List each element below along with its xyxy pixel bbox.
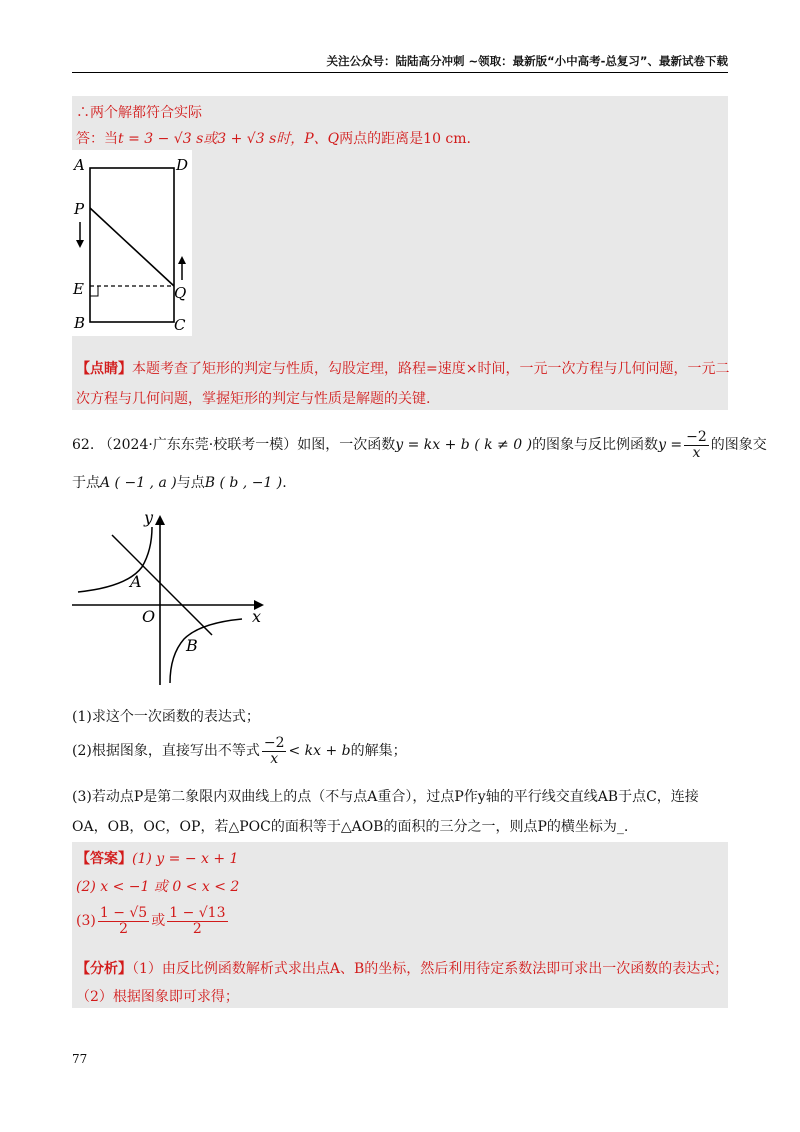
a3-den-1: 2 bbox=[119, 920, 128, 937]
answer-tag: 【答案】 bbox=[76, 851, 132, 867]
answer-1: (1) y = − x + 1 bbox=[132, 851, 239, 867]
y-axis-arrow bbox=[155, 515, 165, 525]
point-a: A ( −1 , a ) bbox=[100, 475, 177, 491]
a3-den-2: 2 bbox=[192, 920, 202, 937]
graph-label-o: O bbox=[142, 607, 156, 626]
analysis-tag: 【分析】 bbox=[76, 961, 132, 977]
answer-line-1 bbox=[76, 848, 238, 868]
reciprocal-fraction bbox=[684, 430, 709, 460]
label-q: Q bbox=[174, 284, 187, 302]
answer-expr: t = 3 − √3 s或3 + √3 s时， bbox=[118, 131, 305, 147]
q2-inequality: < kx + b bbox=[288, 743, 351, 760]
graph-label-y: y bbox=[144, 508, 154, 527]
graph-label-a: A bbox=[130, 572, 142, 591]
function-graph bbox=[72, 505, 272, 690]
analysis-line-2: （2）根据图象即可求得； bbox=[76, 989, 239, 1005]
graph-label-b: B bbox=[186, 636, 198, 655]
q2-fraction bbox=[262, 736, 287, 766]
label-c: C bbox=[174, 316, 186, 334]
prev-answer bbox=[76, 128, 471, 148]
frac-den: x bbox=[692, 444, 701, 461]
a3-num-2: 1 − √13 bbox=[169, 905, 226, 921]
problem-text-1c: 的图象交 bbox=[710, 437, 767, 454]
comment-text-1: 本题考查了矩形的判定与性质，勾股定理，路程=速度×时间，一元一次方程与几何问题，一元二 bbox=[132, 361, 730, 377]
question-1: (1)求这个一次函数的表达式； bbox=[72, 709, 260, 725]
question-3-line-2: OA，OB，OC，OP，若△POC的面积等于△AOB的面积的三分之一，则点P的横坐标为_. bbox=[72, 819, 629, 835]
answer-3-frac-2 bbox=[167, 906, 227, 936]
prev-conclusion: ∴两个解都符合实际 bbox=[76, 105, 202, 121]
label-p: P bbox=[74, 200, 85, 218]
problem-text-2a: 于点 bbox=[72, 475, 100, 491]
analysis-line-1 bbox=[76, 958, 728, 978]
problem-text-2c: . bbox=[282, 475, 287, 491]
question-3-line-1: (3)若动点P是第二象限内双曲线上的点（不与点A重合），过点P作y轴的平行线交直线AB于点C，连接 bbox=[72, 789, 699, 805]
problem-source: （2024·广东东莞·校联考一模） bbox=[98, 437, 298, 454]
question-2 bbox=[72, 736, 407, 766]
answer-3-prefix: (3) bbox=[76, 913, 96, 930]
answer-3-or: 或 bbox=[151, 913, 166, 930]
analysis-text-1: （1）由反比例函数解析式求出点A、B的坐标，然后利用待定系数法即可求出一次函数的表达式； bbox=[132, 961, 729, 977]
label-a: A bbox=[74, 156, 85, 174]
comment-line-1 bbox=[76, 358, 729, 378]
point-b: B ( b , −1 ) bbox=[204, 475, 283, 491]
reciprocal-lhs: y = bbox=[658, 437, 683, 454]
q2-text-a: (2)根据图象，直接写出不等式 bbox=[72, 743, 260, 760]
comment-tag: 【点睛】 bbox=[76, 361, 132, 377]
answer-2: (2) x < −1 或 0 < x < 2 bbox=[76, 879, 240, 895]
frac-num: −2 bbox=[686, 429, 707, 445]
problem-text-1b: 的图象与反比例函数 bbox=[532, 437, 659, 454]
answer-3-frac-1 bbox=[98, 906, 149, 936]
q2-frac-den: x bbox=[270, 750, 279, 767]
q2-text-c: 的解集； bbox=[350, 743, 407, 760]
comment-line-2: 次方程与几何问题，掌握矩形的判定与性质是解题的关键. bbox=[76, 391, 431, 407]
problem-text-2b: 与点 bbox=[176, 475, 205, 491]
linear-equation: y = kx + b ( k ≠ 0 ) bbox=[395, 437, 533, 454]
label-e: E bbox=[73, 280, 84, 298]
a3-num-1: 1 − √5 bbox=[99, 905, 148, 921]
answer-line-3 bbox=[76, 906, 230, 936]
page-header: 关注公众号：陆陆高分冲刺 ~领取：最新版“小中高考-总复习”、最新试卷下载 bbox=[72, 50, 728, 73]
rectangle-figure bbox=[72, 150, 192, 336]
answer-prefix: 答：当 bbox=[76, 131, 118, 147]
label-b: B bbox=[74, 314, 86, 332]
linear-graph-line bbox=[112, 535, 212, 635]
page-number: 77 bbox=[72, 1052, 88, 1066]
q2-frac-num: −2 bbox=[263, 735, 285, 751]
problem-line-1 bbox=[72, 430, 767, 460]
problem-number: 62. bbox=[72, 437, 95, 454]
label-d: D bbox=[176, 156, 189, 174]
problem-text-1a: 如图，一次函数 bbox=[297, 437, 396, 454]
problem-line-2 bbox=[72, 472, 287, 492]
graph-label-x: x bbox=[252, 607, 262, 626]
answer-suffix: 两点的距离是10 cm. bbox=[339, 131, 472, 147]
answer-points: P、Q bbox=[304, 131, 340, 147]
